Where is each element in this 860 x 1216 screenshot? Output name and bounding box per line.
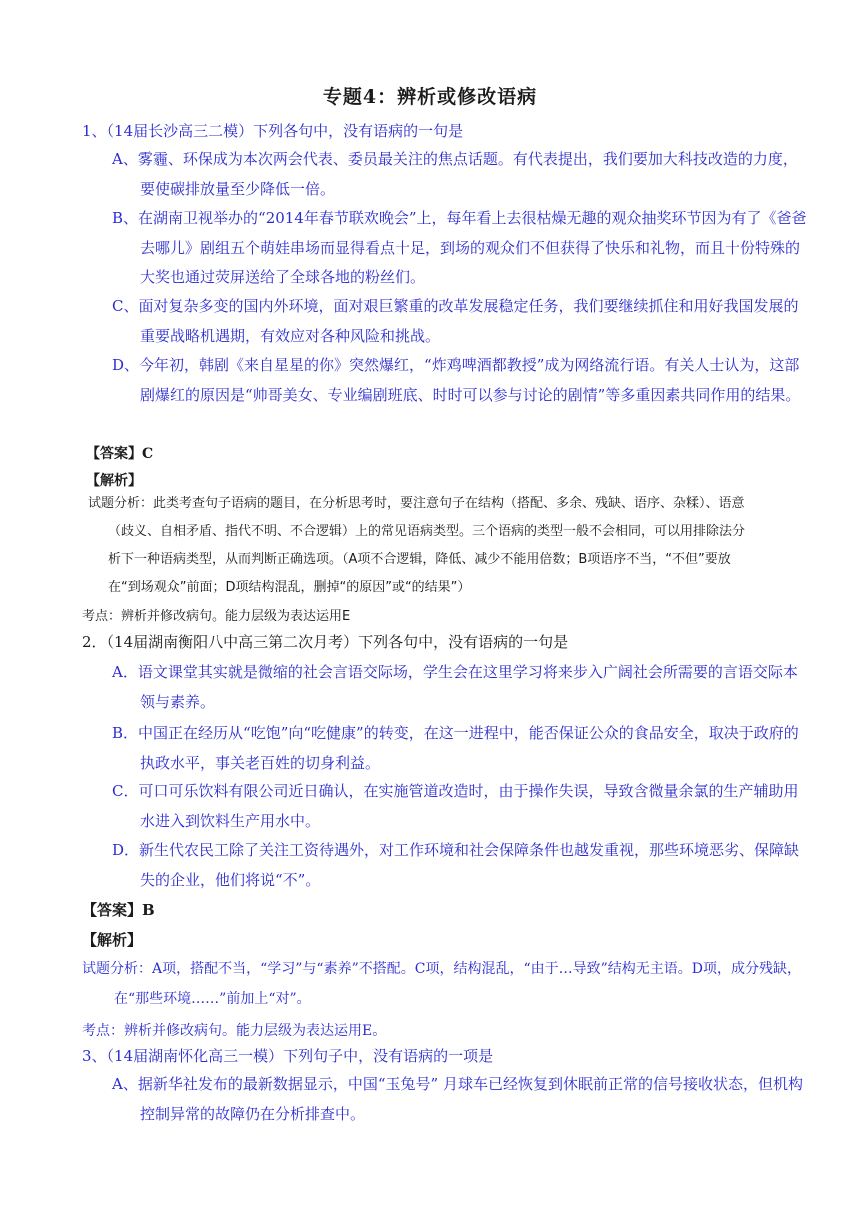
question-2-kaodian: 考点：辨析并修改病句。能力层级为表达运用E。 (82, 1023, 387, 1039)
question-1-option-d: D、今年初，韩剧《来自星星的你》突然爆红，“炸鸡啤酒都教授”成为网络流行语。有关人士认为，这部剧爆红的原因是“帅哥美女、专业编剧班底、时时可以参与讨论的剧情”等多重因素共同作用的结果。 (112, 356, 801, 404)
question-1-answer: 【答案】C (86, 446, 154, 462)
question-2-option-a: A．语文课堂其实就是微缩的社会言语交际场，学生会在这里学习将来步入广阔社会所需要的言语交际本领与素养。 (112, 663, 798, 711)
question-3-stem: 3、（14届湖南怀化高三一模）下列句子中，没有语病的一项是 (82, 1047, 494, 1065)
question-2-stem: 2．（14届湖南衡阳八中高三第二次月考）下列各句中，没有语病的一句是 (82, 633, 569, 651)
question-2-option-b: B．中国正在经历从“吃饱”向“吃健康”的转变，在这一进程中，能否保证公众的食品安全，取决于政府的执政水平，事关老百姓的切身利益。 (112, 724, 799, 772)
question-1-analysis: 试题分析：此类考查句子语病的题目，在分析思考时，要注意句子在结构（搭配、多余、残缺、语序、杂糅）、语意（歧义、自相矛盾、指代不明、不合逻辑）上的常见语病类型。三个语病的类型一般不会相同，可以用排除法分析下一种语病类型，从而判断正确选项。（A项不合逻辑，降低、减少不能用倍数；B项语序不当，“不但”要放在“到场观众”前面；D项结构混乱，删掉“的原因”或“的结果”） (88, 496, 746, 595)
question-1-option-c: C、面对复杂多变的国内外环境，面对艰巨繁重的改革发展稳定任务，我们要继续抓住和用好我国发展的重要战略机遇期，有效应对各种风险和挑战。 (112, 297, 799, 345)
question-1-kaodian: 考点：辨析并修改病句。能力层级为表达运用E (82, 609, 351, 624)
question-3-option-a: A、据新华社发布的最新数据显示，中国“玉兔号” 月球车已经恢复到休眠前正常的信号接收状态，但机构控制异常的故障仍在分析排查中。 (112, 1075, 803, 1123)
question-1-analysis-label: 【解析】 (86, 473, 142, 489)
question-1-stem: 1、（14届长沙高三二模）下列各句中，没有语病的一句是 (82, 122, 464, 140)
question-2-analysis-label: 【解析】 (82, 931, 143, 949)
question-2-option-d: D．新生代农民工除了关注工资待遇外，对工作环境和社会保障条件也越发重视，那些环境恶劣、保障缺失的企业，他们将说“不”。 (112, 841, 800, 889)
question-2-answer: 【答案】B (82, 901, 155, 919)
page-title: 专题4：辨析或修改语病 (322, 86, 538, 108)
question-2-analysis: 试题分析：A项，搭配不当，“学习”与“素养”不搭配。C项，结构混乱，“由于…导致”结构无主语。D项，成分残缺，在“那些环境……”前加上“对”。 (82, 961, 801, 1007)
question-1-option-a: A、雾霾、环保成为本次两会代表、委员最关注的焦点话题。有代表提出，我们要加大科技改造的力度，要使碳排放量至少降低一倍。 (112, 150, 798, 198)
question-1-option-b: B、在湖南卫视举办的“2014年春节联欢晚会”上，每年看上去很枯燥无趣的观众抽奖环节因为有了《爸爸去哪儿》剧组五个萌娃串场而显得看点十足，到场的观众们不但获得了快乐和礼物，而且十份特殊的大奖也通过荧屏送给了全球各地的粉丝们。 (112, 209, 807, 286)
question-2-option-c: C．可口可乐饮料有限公司近日确认，在实施管道改造时，由于操作失误，导致含微量余氯的生产辅助用水进入到饮料生产用水中。 (112, 782, 799, 830)
